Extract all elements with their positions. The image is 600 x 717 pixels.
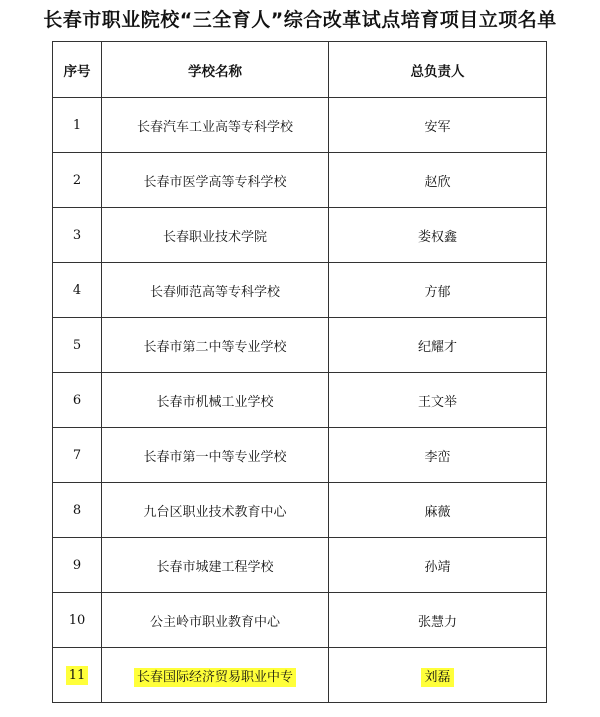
row-leader [329,373,547,428]
table-row-highlighted [53,648,547,703]
table-row [53,318,547,373]
table-row [53,208,547,263]
table-row [53,428,547,483]
row-school-name-text: 长春市医学高等专科学校 [143,174,287,190]
row-school-name-text: 九台区职业技术教育中心 [143,504,287,520]
row-index-text: 3 [72,227,82,243]
row-school-name [102,593,329,648]
row-leader-text: 方郁 [424,284,451,300]
row-index [53,263,102,318]
project-list-table [52,41,547,703]
row-school-name-text: 长春市城建工程学校 [156,559,274,575]
row-school-name [102,318,329,373]
row-index-text: 4 [72,282,82,298]
table-row [53,483,547,538]
row-leader [329,263,547,318]
row-index [53,208,102,263]
row-school-name-text: 长春市第一中等专业学校 [143,449,287,465]
row-index [53,153,102,208]
row-leader [329,98,547,153]
table-row [53,153,547,208]
header-leader: 总负责人 [329,42,547,98]
row-index [53,483,102,538]
row-index-text: 7 [72,447,82,463]
row-index [53,648,102,703]
row-index-text: 6 [72,392,82,408]
row-school-name-text: 长春职业技术学院 [162,229,267,245]
row-school-name [102,373,329,428]
row-leader-text: 赵欣 [424,174,451,190]
row-index-text: 10 [68,612,86,628]
row-index-text: 8 [72,502,82,518]
row-school-name-text: 长春汽车工业高等专科学校 [136,119,293,135]
row-index-text: 5 [72,337,82,353]
row-leader-text: 李峦 [424,449,451,465]
row-leader-text: 王文举 [417,394,457,410]
row-school-name-text: 长春师范高等专科学校 [149,284,280,300]
highlighted-leader-text: 刘磊 [421,668,453,687]
row-leader-text: 孙靖 [424,559,451,575]
row-school-name [102,153,329,208]
row-index [53,98,102,153]
row-index [53,538,102,593]
table-row [53,263,547,318]
table-row [53,538,547,593]
row-leader [329,153,547,208]
row-school-name [102,428,329,483]
row-leader [329,648,547,703]
table-row [53,98,547,153]
highlighted-index-text: 11 [66,666,89,685]
row-leader [329,428,547,483]
row-leader-text: 麻薇 [424,504,451,520]
row-leader-text: 纪耀才 [417,339,457,355]
row-school-name-text: 公主岭市职业教育中心 [149,614,280,630]
header-school-name: 学校名称 [102,42,329,98]
row-index [53,373,102,428]
row-index-text: 9 [72,557,82,573]
row-index [53,593,102,648]
row-leader [329,593,547,648]
row-school-name [102,648,329,703]
row-index [53,428,102,483]
row-leader-text: 娄权鑫 [417,229,457,245]
row-leader-text: 张慧力 [417,614,457,630]
row-school-name [102,483,329,538]
row-school-name [102,263,329,318]
row-index [53,318,102,373]
row-school-name-text: 长春市机械工业学校 [156,394,274,410]
row-school-name [102,538,329,593]
table-header-row [53,42,547,98]
row-leader-text: 安军 [424,119,451,135]
row-leader [329,483,547,538]
row-school-name-text: 长春市第二中等专业学校 [143,339,287,355]
row-leader [329,208,547,263]
row-school-name [102,98,329,153]
header-index: 序号 [53,42,102,98]
row-leader [329,538,547,593]
table-row [53,593,547,648]
page-title: 长春市职业院校“三全育人”综合改革试点培育项目立项名单 [43,9,557,31]
highlighted-school-name-text: 长春国际经济贸易职业中专 [134,668,296,687]
table-row [53,373,547,428]
row-index-text: 2 [72,172,82,188]
row-school-name [102,208,329,263]
row-leader [329,318,547,373]
row-index-text: 1 [72,117,82,133]
